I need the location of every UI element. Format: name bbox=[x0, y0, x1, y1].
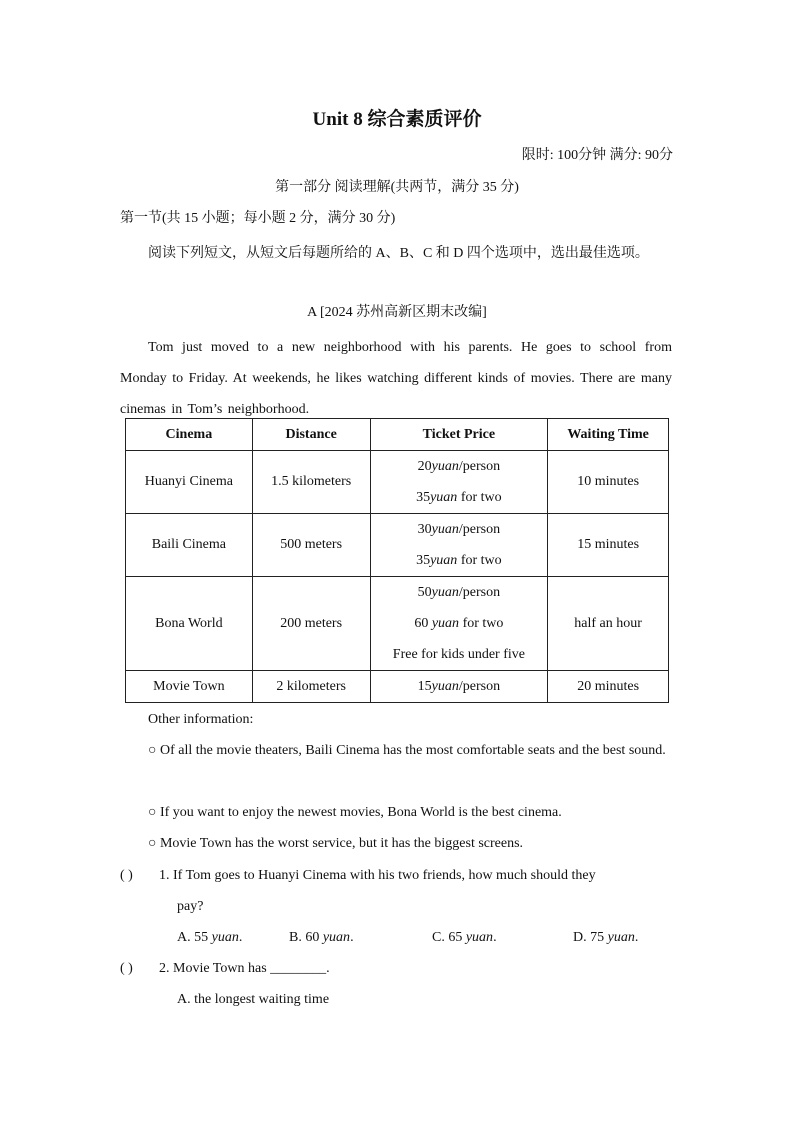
answer-blank[interactable]: ( ) bbox=[120, 961, 133, 976]
cell-cinema: Huanyi Cinema bbox=[126, 451, 253, 514]
cell-price bbox=[370, 671, 548, 703]
question-2 bbox=[120, 953, 672, 984]
answer-blank[interactable]: ( ) bbox=[120, 868, 133, 883]
option-a[interactable]: A. 55 yuan. bbox=[177, 930, 243, 945]
option-c[interactable]: C. 65 yuan. bbox=[432, 930, 497, 945]
part-heading: 第一部分 阅读理解(共两节，满分 35 分) bbox=[275, 180, 519, 195]
price-line: 35yuan for two bbox=[416, 490, 502, 505]
cell-distance: 1.5 kilometers bbox=[252, 451, 370, 514]
question-stem: 2. Movie Town has ________. bbox=[159, 961, 330, 976]
cell-price bbox=[370, 577, 548, 671]
question-1 bbox=[120, 860, 672, 922]
cell-cinema: Bona World bbox=[126, 577, 253, 671]
cell-distance: 200 meters bbox=[252, 577, 370, 671]
section-heading: 第一节(共 15 小题；每小题 2 分，满分 30 分) bbox=[120, 211, 396, 226]
info-bullet: ○ Of all the movie theaters, Baili Cinema has the most comfortable seats and the best sound. bbox=[148, 743, 666, 758]
other-info-label: Other information: bbox=[148, 712, 254, 727]
cell-price bbox=[370, 451, 548, 514]
table-row bbox=[126, 451, 669, 514]
header-waiting-time: Waiting Time bbox=[548, 419, 669, 451]
price-line: 60 yuan for two bbox=[414, 616, 504, 631]
table-header-row bbox=[126, 419, 669, 451]
time-score-info: 限时: 100分钟 满分: 90分 bbox=[521, 148, 673, 163]
cell-waiting-time: half an hour bbox=[548, 577, 669, 671]
passage-text: Tom just moved to a new neighborhood with his parents. He goes to school from Monday to Friday. At weekends, he likes watching different kinds of movies. There are many cinemas in Tom’s neighborhood. bbox=[120, 340, 672, 417]
option-b[interactable]: B. 60 yuan. bbox=[289, 930, 354, 945]
question-stem-continued: pay? bbox=[177, 899, 204, 914]
table-row bbox=[126, 671, 669, 703]
price-line: 15yuan/person bbox=[417, 679, 501, 694]
price-line: 20yuan/person bbox=[417, 459, 501, 474]
cinema-table bbox=[125, 418, 669, 703]
passage-heading: A [2024 苏州高新区期末改编] bbox=[307, 305, 487, 320]
cell-price bbox=[370, 514, 548, 577]
cell-distance: 500 meters bbox=[252, 514, 370, 577]
option-a[interactable]: A. the longest waiting time bbox=[177, 992, 330, 1007]
cell-cinema: Movie Town bbox=[126, 671, 253, 703]
table-row bbox=[126, 577, 669, 671]
option-d[interactable]: D. 75 yuan. bbox=[573, 930, 639, 945]
cell-waiting-time: 15 minutes bbox=[548, 514, 669, 577]
info-bullet: ○ If you want to enjoy the newest movies, Bona World is the best cinema. bbox=[148, 805, 562, 820]
header-cinema: Cinema bbox=[126, 419, 253, 451]
info-bullet: ○ Movie Town has the worst service, but it has the biggest screens. bbox=[148, 836, 524, 851]
price-line: 35yuan for two bbox=[416, 553, 502, 568]
question-1-options bbox=[177, 922, 657, 953]
question-stem: 1. If Tom goes to Huanyi Cinema with his two friends, how much should they bbox=[159, 868, 596, 883]
price-line: 50yuan/person bbox=[417, 585, 501, 600]
instructions: 阅读下列短文，从短文后每题所给的 A、B、C 和 D 四个选项中，选出最佳选项。 bbox=[148, 246, 649, 261]
question-2-options bbox=[177, 984, 657, 1015]
price-line: Free for kids under five bbox=[392, 647, 525, 662]
cell-waiting-time: 20 minutes bbox=[548, 671, 669, 703]
cell-waiting-time: 10 minutes bbox=[548, 451, 669, 514]
cell-cinema: Baili Cinema bbox=[126, 514, 253, 577]
price-line: 30yuan/person bbox=[417, 522, 501, 537]
page-title: Unit 8 综合素质评价 bbox=[312, 109, 482, 130]
table-row bbox=[126, 514, 669, 577]
header-distance: Distance bbox=[252, 419, 370, 451]
header-ticket-price: Ticket Price bbox=[370, 419, 548, 451]
cell-distance: 2 kilometers bbox=[252, 671, 370, 703]
